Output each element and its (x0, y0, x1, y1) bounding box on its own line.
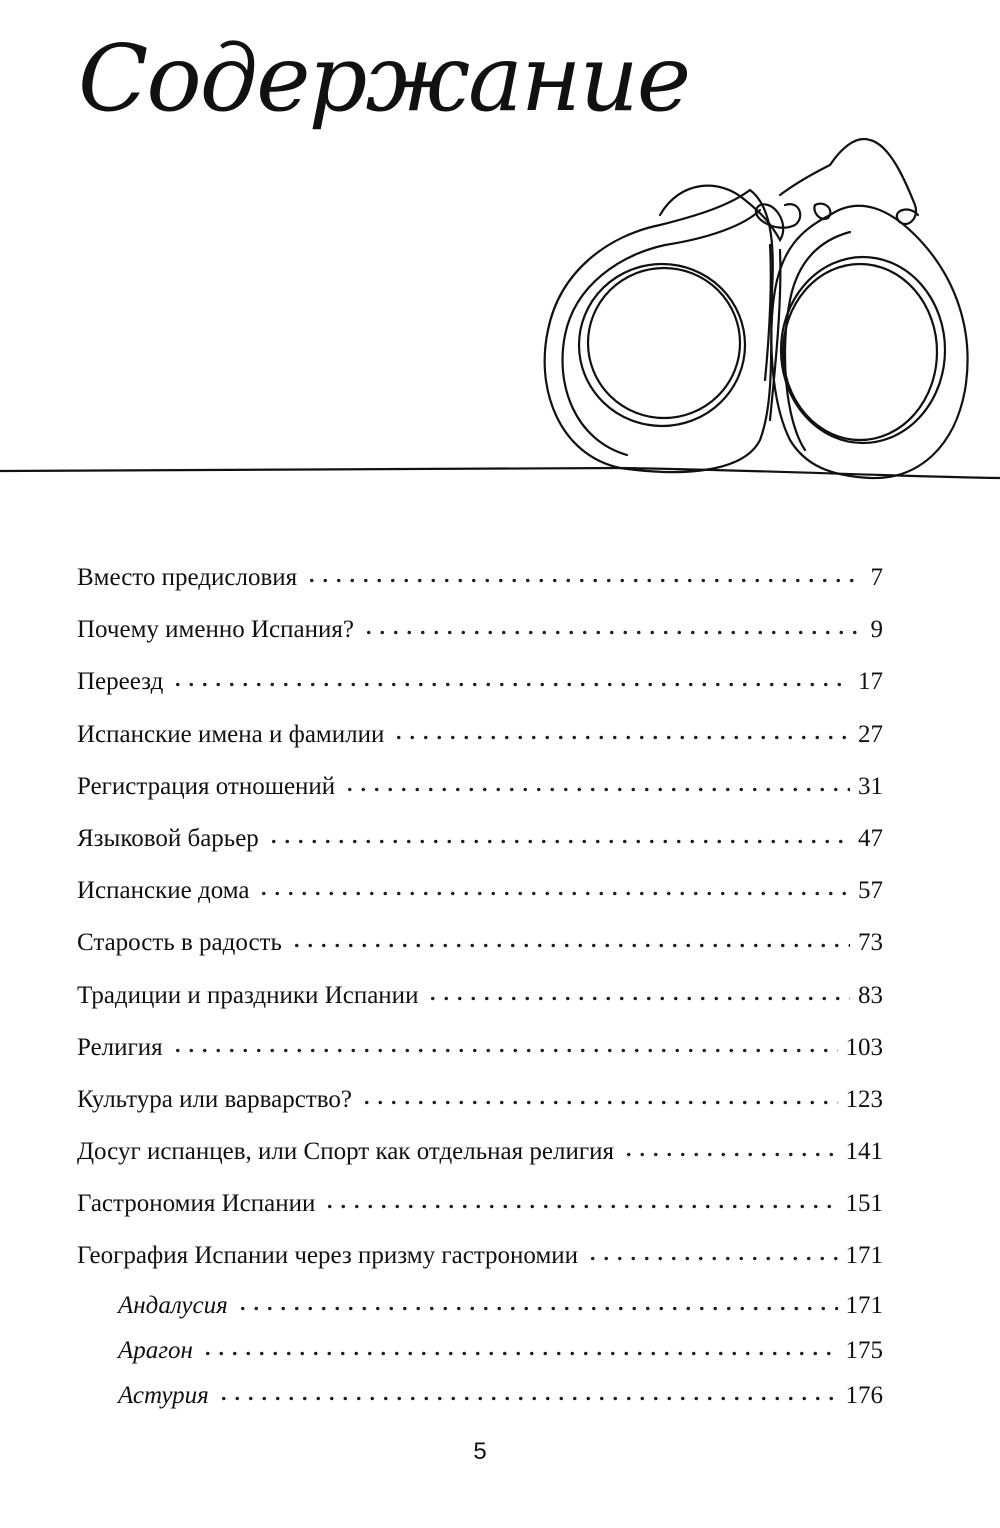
toc-entry-page: 17 (858, 668, 883, 696)
toc-entry-page: 171 (845, 1242, 883, 1270)
toc-subentry-title: Андалусия (118, 1291, 228, 1319)
toc-entry[interactable] (77, 1230, 883, 1282)
toc-entry-title: Регистрация отношений (77, 772, 336, 800)
dot-leader (622, 1152, 838, 1157)
toc-entry-title: Религия (77, 1033, 163, 1061)
toc-entry-page: 7 (870, 564, 883, 591)
toc-entry-page: 141 (845, 1138, 883, 1166)
toc-entry-title: Языковой барьер (77, 824, 259, 852)
dot-leader (236, 1306, 838, 1311)
dot-leader (392, 735, 850, 740)
toc-entry-title: География Испании через призму гастрономии (77, 1242, 579, 1270)
toc-entry[interactable] (77, 552, 883, 604)
table-of-contents (77, 552, 883, 1418)
dot-leader (362, 630, 863, 635)
toc-entry-page: 73 (858, 929, 883, 957)
toc-entry-title: Гастрономия Испании (77, 1190, 316, 1218)
toc-entry[interactable] (77, 1126, 883, 1178)
toc-entry-title: Досуг испанцев, или Спорт как отдельная религия (77, 1138, 614, 1166)
toc-entry-title: Традиции и праздники Испании (77, 981, 419, 1009)
toc-entry-title: Переезд (77, 668, 164, 696)
toc-subentry[interactable] (77, 1283, 883, 1328)
toc-entry-title: Почему именно Испания? (77, 616, 354, 644)
dot-leader (290, 943, 850, 948)
toc-subentry-page: 176 (845, 1381, 883, 1409)
toc-subentry[interactable] (77, 1328, 883, 1373)
dot-leader (305, 578, 862, 583)
page-title: Содержание (78, 25, 690, 132)
toc-entry-page: 83 (858, 981, 883, 1009)
toc-entry-page: 103 (845, 1033, 883, 1061)
toc-entry-page: 151 (845, 1190, 883, 1218)
toc-entry-title: Испанские имена и фамилии (77, 720, 385, 748)
toc-entry-page: 27 (858, 720, 883, 748)
toc-entry[interactable] (77, 1022, 883, 1074)
dot-leader (267, 839, 850, 844)
toc-entry[interactable] (77, 917, 883, 969)
toc-entry[interactable] (77, 1074, 883, 1126)
toc-entry[interactable] (77, 604, 883, 656)
dot-leader (171, 682, 850, 687)
toc-entry[interactable] (77, 709, 883, 761)
dot-leader (171, 1048, 838, 1053)
toc-subentry-title: Астурия (118, 1381, 209, 1409)
dot-leader (201, 1351, 838, 1356)
page-number: 5 (473, 1438, 487, 1465)
toc-entry[interactable] (77, 970, 883, 1022)
dot-leader (257, 891, 850, 896)
dot-leader (426, 996, 850, 1001)
toc-entry-title: Культура или варварство? (77, 1085, 352, 1113)
castanets-illustration-icon (0, 120, 1000, 500)
dot-leader (343, 787, 850, 792)
toc-entry[interactable] (77, 761, 883, 813)
toc-subentry-title: Арагон (118, 1336, 193, 1364)
toc-entry-title: Испанские дома (77, 877, 250, 905)
toc-entry-page: 47 (858, 824, 883, 852)
toc-entry-title: Вместо предисловия (77, 564, 298, 591)
toc-entry[interactable] (77, 813, 883, 865)
dot-leader (586, 1256, 837, 1261)
toc-entry-page: 9 (870, 616, 883, 644)
toc-entry-page: 57 (858, 877, 883, 905)
toc-subentry-page: 175 (845, 1336, 883, 1364)
toc-entry-page: 123 (845, 1085, 883, 1113)
dot-leader (360, 1100, 838, 1105)
toc-entry-title: Старость в радость (77, 929, 282, 957)
dot-leader (323, 1204, 837, 1209)
dot-leader (217, 1396, 838, 1401)
toc-entry[interactable] (77, 656, 883, 708)
toc-subentry[interactable] (77, 1373, 883, 1418)
toc-entry-page: 31 (858, 772, 883, 800)
toc-entry[interactable] (77, 1178, 883, 1230)
toc-entry[interactable] (77, 865, 883, 917)
toc-subentry-page: 171 (845, 1291, 883, 1319)
